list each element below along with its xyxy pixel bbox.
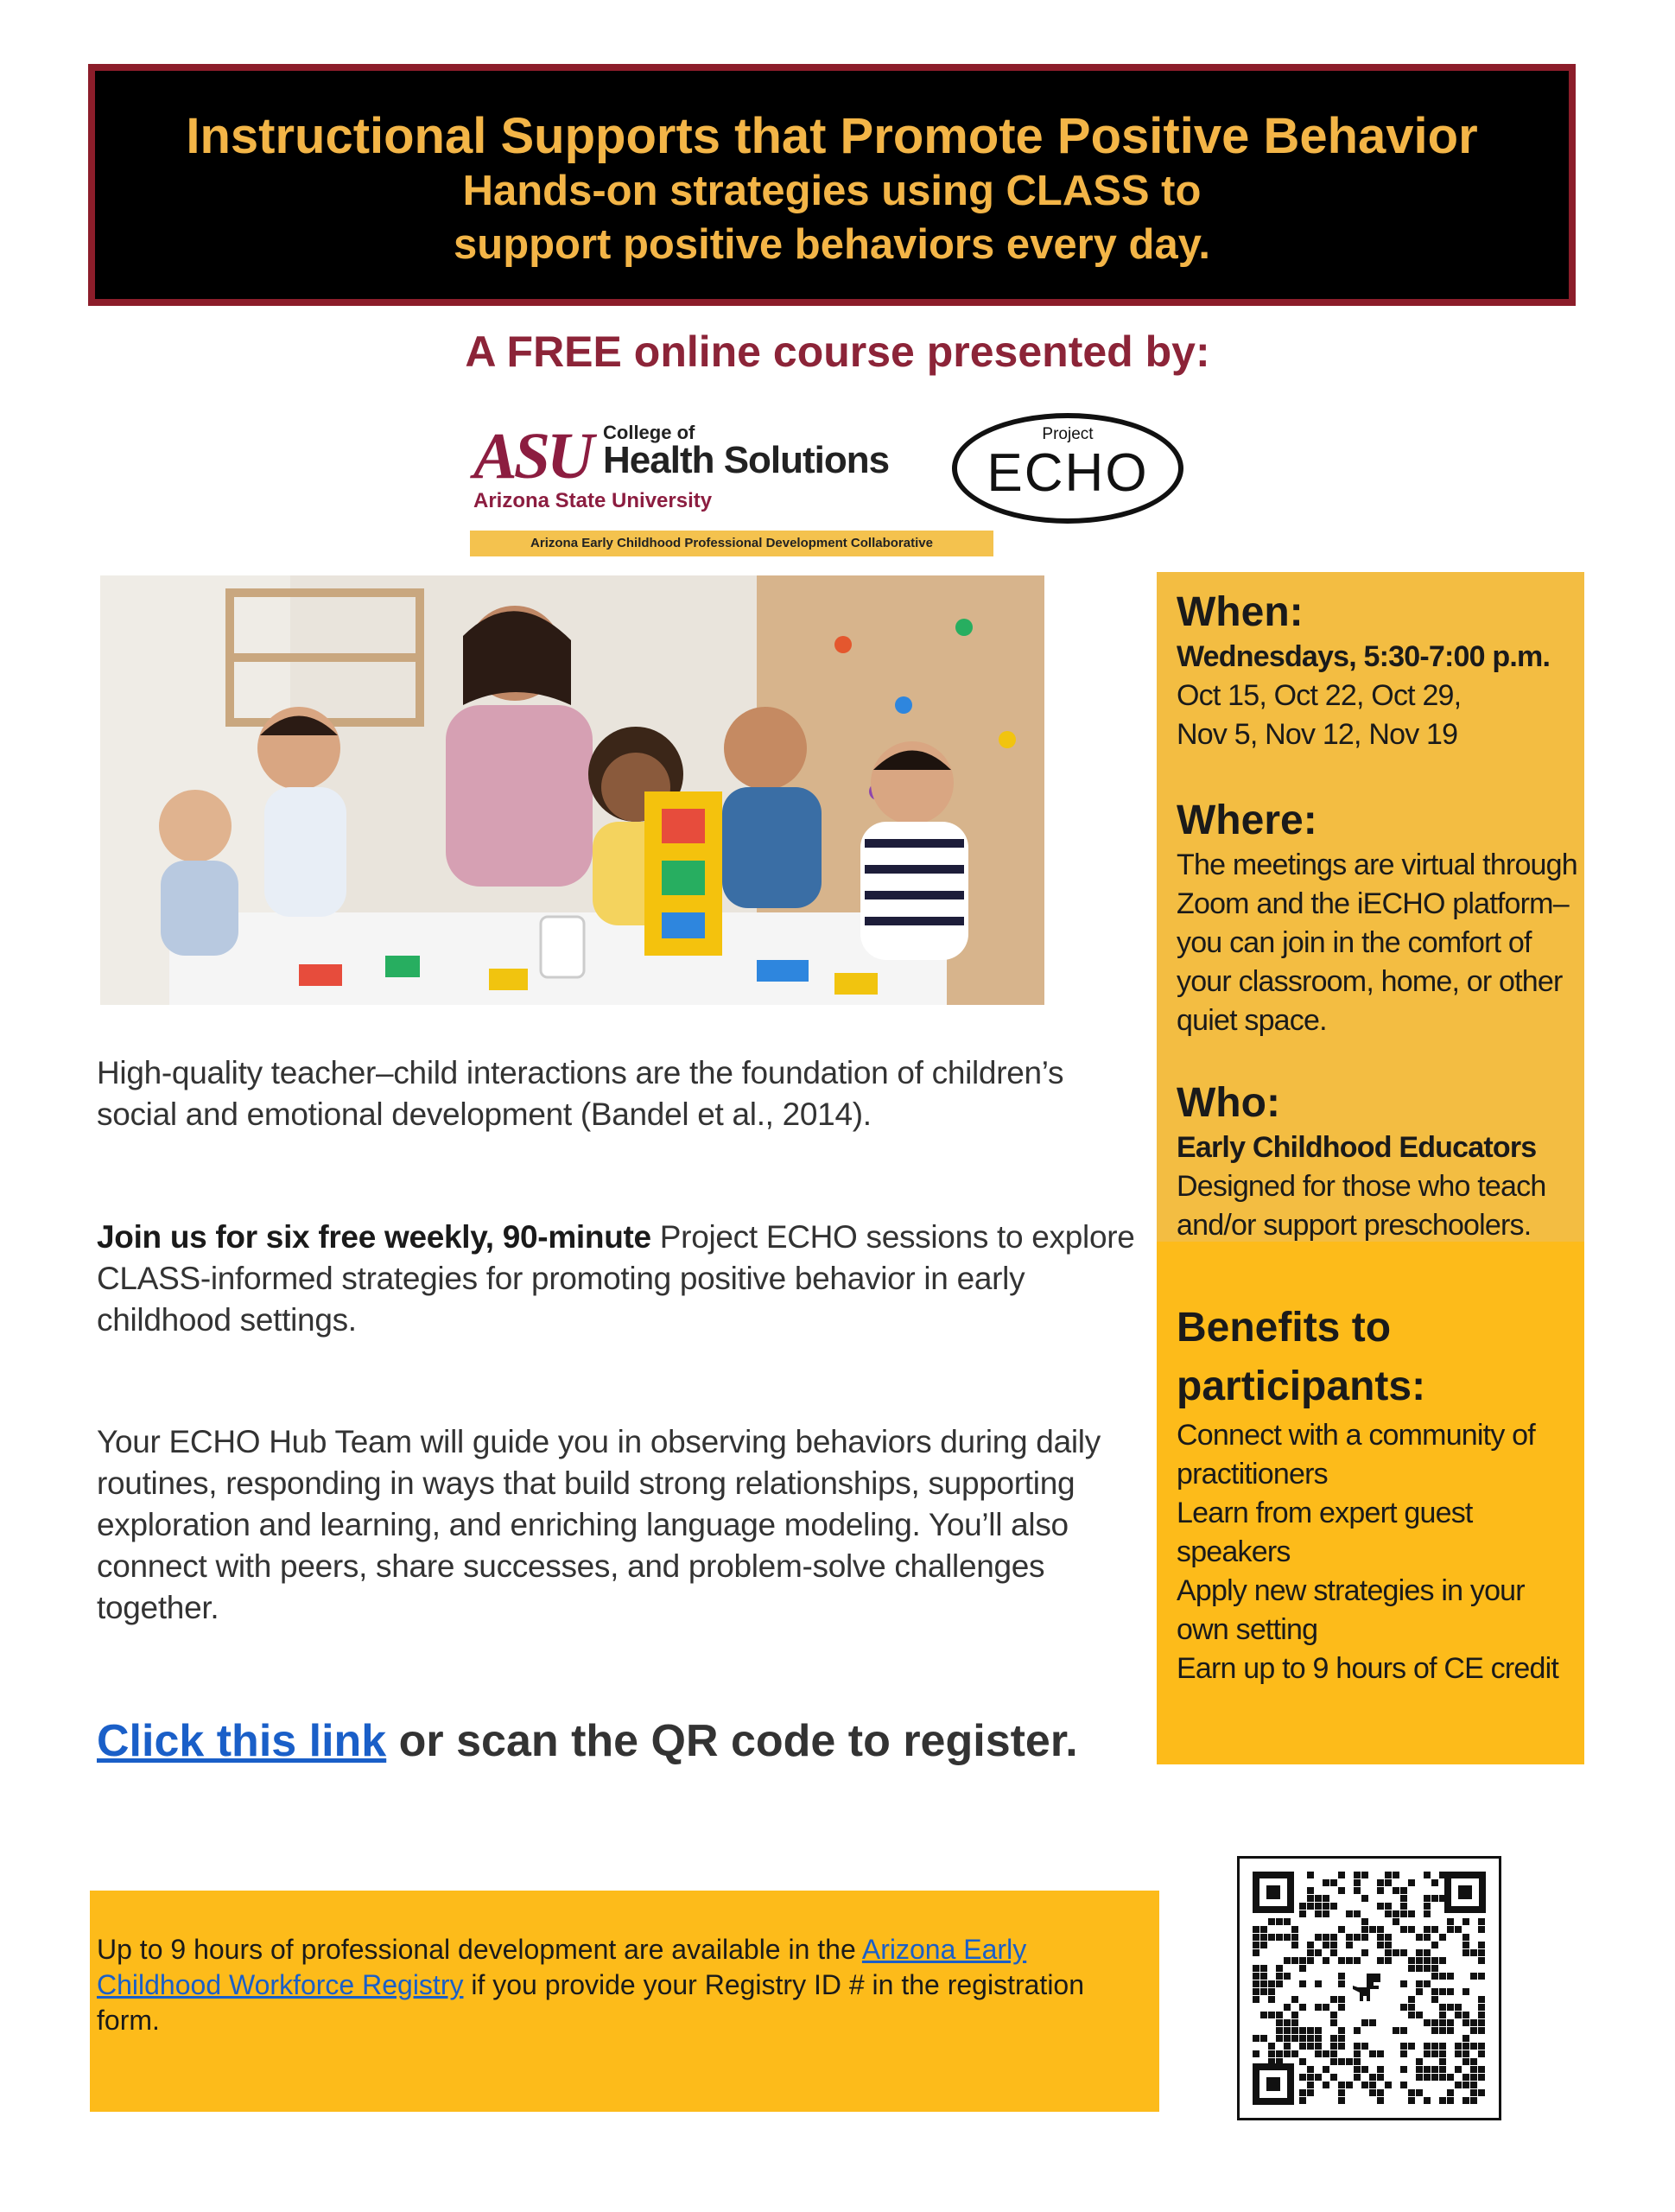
asu-mark: ASU <box>473 420 591 493</box>
qr-code-icon[interactable] <box>1237 1856 1501 2120</box>
intro-paragraph: High-quality teacher–child interactions are the foundation of children’s social and emotional development (Bandel et al., 2014). <box>97 1055 1064 1132</box>
pd-text-after: if you provide your Registry ID # in the registration form. <box>97 1969 1085 2036</box>
join-rest: Project ECHO sessions to explore CLASS-informed strategies for promoting positive behavior in early childhood settings. <box>97 1219 1135 1338</box>
header-banner <box>88 64 1576 306</box>
echo-logo <box>952 413 1183 524</box>
join-paragraph <box>97 1217 1151 1341</box>
asu-health-solutions: Health Solutions <box>603 439 890 481</box>
asu-college-of: College of <box>603 422 695 443</box>
page-title: Instructional Supports that Promote Positive Behavior <box>186 108 1478 164</box>
when-heading: When: <box>1177 589 1304 635</box>
who-text: Designed for those who teach and/or support preschoolers. <box>1177 1170 1546 1242</box>
pd-hours-text <box>97 1932 1116 2038</box>
benefit-item: Earn up to 9 hours of CE credit <box>1177 1652 1559 1685</box>
join-bold: Join us for six free weekly, 90-minute <box>97 1219 651 1255</box>
when-dates-line-2: Nov 5, Nov 12, Nov 19 <box>1177 718 1458 751</box>
subtitle-line-2: support positive behaviors every day. <box>454 221 1210 268</box>
hub-team-paragraph: Your ECHO Hub Team will guide you in observing behaviors during daily routines, responding in ways that build strong relationships, supporting exploration and learning, and enriching language modeling. You’ll also connect with peers, share successes, and problem-solve challenges together. <box>97 1424 1101 1625</box>
sidebar <box>1177 584 1578 1688</box>
register-callout <box>97 1713 1133 1770</box>
register-rest: or scan the QR code to register. <box>386 1716 1078 1766</box>
where-heading: Where: <box>1177 798 1317 843</box>
benefit-item: Connect with a community of practitioners <box>1177 1419 1535 1491</box>
where-text: The meetings are virtual through Zoom and the iECHO platform– you can join in the comfort of your classroom, home, or other quiet space. <box>1177 849 1577 1037</box>
benefit-item: Apply new strategies in your own setting <box>1177 1574 1525 1646</box>
echo-project-label: Project <box>1042 425 1094 443</box>
presented-by: A FREE online course presented by: <box>465 327 1210 376</box>
echo-word: ECHO <box>987 443 1149 503</box>
when-days: Wednesdays, 5:30-7:00 p.m. <box>1177 640 1551 673</box>
register-link[interactable]: Click this link <box>97 1716 387 1766</box>
who-bold: Early Childhood Educators <box>1177 1131 1537 1164</box>
benefits-heading: Benefits to participants: <box>1177 1305 1426 1409</box>
collaborative-banner: Arizona Early Childhood Professional Development Collaborative <box>470 531 993 556</box>
asu-logo <box>473 416 931 520</box>
pd-text-before: Up to 9 hours of professional development are available in the <box>97 1934 862 1965</box>
when-dates-line-1: Oct 15, Oct 22, Oct 29, <box>1177 679 1462 712</box>
subtitle-line-1: Hands-on strategies using CLASS to <box>462 168 1202 214</box>
classroom-photo <box>100 575 1044 1005</box>
asu-university: Arizona State University <box>473 489 713 512</box>
dinosaur-icon <box>1348 1967 1391 2010</box>
who-heading: Who: <box>1177 1080 1280 1126</box>
benefit-item: Learn from expert guest speakers <box>1177 1497 1473 1568</box>
registry-link[interactable]: Arizona Early Childhood Workforce Registry <box>97 1934 1027 2000</box>
